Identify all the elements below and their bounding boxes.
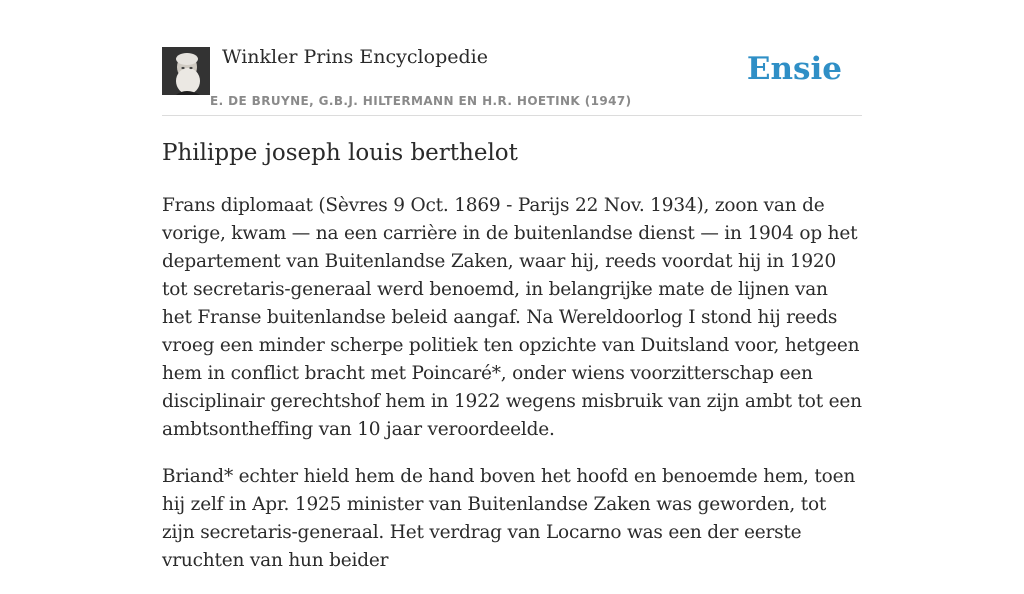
author-avatar[interactable] — [162, 47, 210, 95]
paragraph: Briand* echter hield hem de hand boven het hoofd en benoemde hem, toen hij zelf in Apr. 1925 minister van Buitenlandse Zaken was geworden, tot zijn secretaris-generaal. Het verdrag van Locarno was een der eerste vruchten van hun beider — [162, 466, 856, 571]
portrait-icon — [162, 47, 210, 95]
book-title[interactable]: Winkler Prins Encyclopedie — [222, 46, 488, 68]
brand-logo[interactable]: Ensie — [746, 51, 842, 87]
entry-body — [162, 192, 862, 594]
paragraph: Frans diplomaat (Sèvres 9 Oct. 1869 - Parijs 22 Nov. 1934), zoon van de vorige, kwam — na een carrière in de buitenlandse dienst — in 1904 op het departement van Buitenlandse Zaken, waar hij, reeds voordat hij in 1920 tot secretaris-generaal werd benoemd, in belangrijke mate de lijnen van het Franse buitenlandse beleid aangaf. Na Wereldoorlog I stond hij reeds vroeg een minder scherpe politiek ten opzichte van Duitsland voor, hetgeen hem in conflict bracht met Poincaré*, onder wiens voorzitterschap een disciplinair gerechtshof hem in 1922 wegens misbruik van zijn ambt tot een ambtsontheffing van 10 jaar veroordeelde. — [162, 195, 862, 440]
entry-page — [162, 0, 862, 571]
authors: E. DE BRUYNE, G.B.J. HILTERMANN EN H.R. HOETINK (1947) — [210, 94, 632, 108]
header — [162, 0, 862, 116]
entry-title: Philippe joseph louis berthelot — [162, 140, 518, 166]
